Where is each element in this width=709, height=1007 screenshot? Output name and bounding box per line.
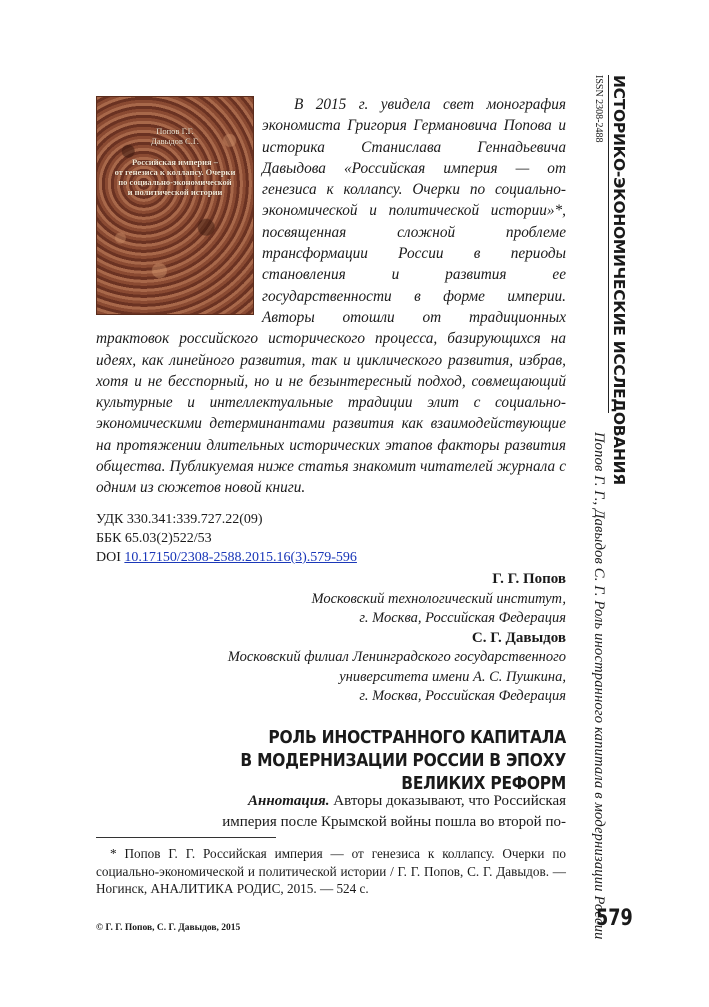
book-cover-authors: Попов Г.Г. Давыдов С.Г.: [151, 126, 199, 146]
journal-name: ИСТОРИКО-ЭКОНОМИЧЕСКИЕ ИССЛЕДОВАНИЯ: [610, 75, 628, 485]
affiliation-davydov-line1: Московский филиал Ленинградского государственного: [227, 649, 566, 665]
classification-codes: [96, 510, 357, 567]
abstract-line2: империя после Крымской войны пошла во второй по-: [222, 814, 566, 830]
issn: ISSN 2308-2488: [593, 75, 604, 143]
journal-name-rule: [608, 75, 609, 413]
copyright: © Г. Г. Попов, С. Г. Давыдов, 2015: [96, 923, 241, 933]
affiliation-popov-line2: г. Москва, Российская Федерация: [359, 610, 566, 626]
book-cover-title: Российская империя – от генезиса к коллапсу. Очерки по социально-экономической и политической истории: [114, 157, 236, 197]
authors-block: [228, 570, 566, 707]
cover-spacer: [96, 94, 262, 310]
affiliation-davydov-line3: г. Москва, Российская Федерация: [359, 688, 566, 704]
footnote-divider: [96, 837, 276, 838]
abstract: [96, 791, 566, 833]
abstract-line1: [96, 791, 566, 812]
article-title-line2: В МОДЕРНИЗАЦИИ РОССИИ В ЭПОХУ ВЕЛИКИХ РЕФОРМ: [240, 750, 566, 794]
abstract-text1: Авторы доказывают, что Российская: [333, 793, 566, 809]
abstract-label: Аннотация.: [248, 793, 330, 809]
author-name-popov: Г. Г. Попов: [492, 571, 566, 587]
author-name-davydov: С. Г. Давыдов: [471, 629, 566, 646]
footnote: * Попов Г. Г. Российская империя — от генезиса к коллапсу. Очерки по социально-экономической и политической истории / Г. Г. Попов, С. Г. Давыдов. — Ногинск, АНАЛИТИКА РОДИС, 2015. — 524 с.: [96, 846, 566, 897]
page-number: 579: [596, 906, 633, 931]
bbk-code: ББК 65.03(2)522/53: [96, 531, 212, 546]
intro-paragraph: В 2015 г. увидела свет монография экономиста Григория Германовича Попова и историка Станислава Геннадьевича Давыдова «Российская империя — от генезиса к коллапсу. Очерки по социально-экономической и политической истории»*, посвященная сложной проблеме трансформации России в периоды становления и развития ее государственности в форме империи. Авторы отошли от традиционных трактовок российского исторического процесса, базирующихся на идеях, как линейного развития, так и циклического развития, избрав, хотя и не бесспорный, но и не безынтересный подход, совмещающий культурные и интеллектуальные традиции элит с социально-экономическими детерминантами развития как взаимодействующие на протяжении длительных исторических этапов факторы развития общества. Публикуемая ниже статья знакомит читателей журнала с одним из сюжетов новой книги.: [96, 96, 566, 497]
affiliation-popov-line1: Московский технологический институт,: [311, 590, 566, 607]
udk-code: УДК 330.341:339.727.22(09): [96, 512, 263, 527]
affiliation-davydov-line2: университета имени А. С. Пушкина,: [339, 668, 566, 685]
doi-link[interactable]: 10.17150/2308-2588.2015.16(3).579-596: [124, 550, 357, 565]
intro-section: [96, 94, 566, 499]
article-title-line1: РОЛЬ ИНОСТРАННОГО КАПИТАЛА: [268, 727, 566, 748]
running-head: Попов Г. Г., Давыдов С. Г. Роль иностранного капитала в модернизации России: [591, 432, 607, 940]
doi-label: DOI: [96, 550, 121, 565]
article-title: [162, 726, 566, 795]
doi-line: [96, 548, 357, 567]
